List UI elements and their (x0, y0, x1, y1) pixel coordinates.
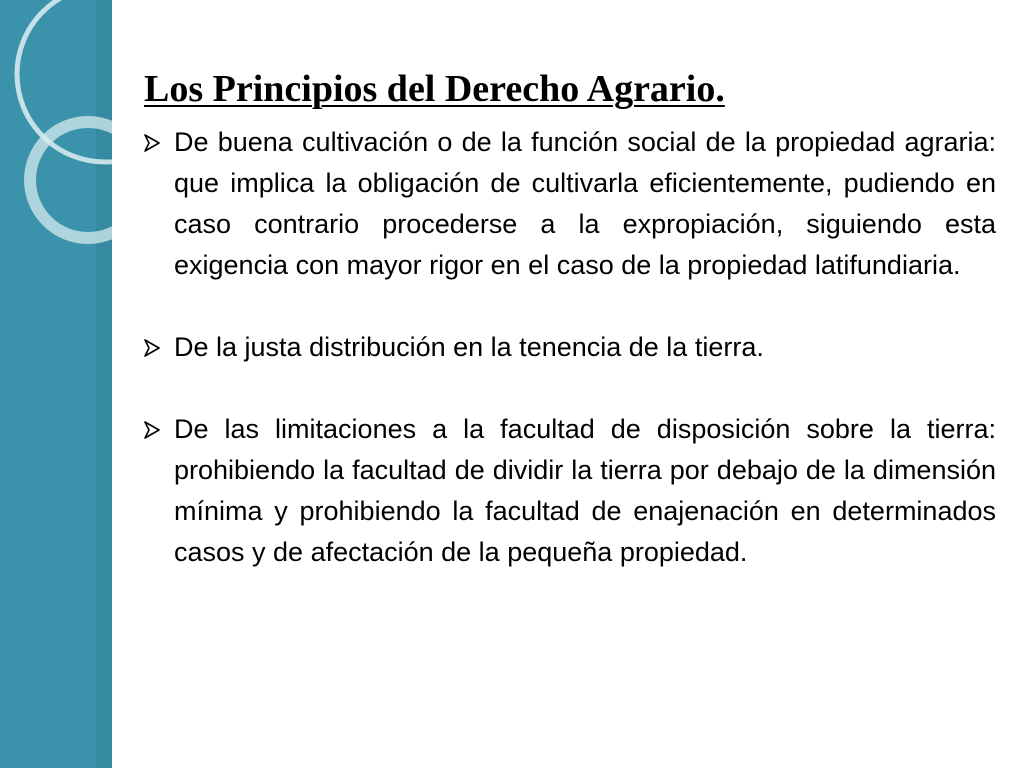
sidebar-graphic (0, 0, 112, 768)
bullet-item (144, 122, 996, 286)
bullet-item (144, 409, 996, 573)
arrow-bullet-icon (144, 339, 160, 357)
decorative-sidebar (0, 0, 112, 768)
bullet-text: De la justa distribución en la tenencia de la tierra. (174, 332, 764, 362)
sidebar-edge (96, 0, 112, 768)
sidebar-background (0, 0, 112, 768)
bullet-text: De las limitaciones a la facultad de disposición sobre la tierra: prohibiendo la facultad de dividir la tierra por debajo de la dimensión mínima y prohibiendo la facultad de enajenación en determinados casos y de afectación de la pequeña propiedad. (174, 414, 996, 567)
bullet-item (144, 327, 996, 368)
slide-content (144, 66, 996, 573)
arrow-bullet-icon (144, 421, 160, 439)
bullet-list (144, 122, 996, 573)
bullet-text: De buena cultivación o de la función social de la propiedad agraria: que implica la obligación de cultivarla eficientemente, pudiendo en caso contrario procederse a la expropiación, siguiendo esta exigencia con mayor rigor en el caso de la propiedad latifundiaria. (174, 127, 996, 280)
slide-title: Los Principios del Derecho Agrario. (144, 68, 725, 110)
arrow-bullet-icon (144, 134, 160, 152)
